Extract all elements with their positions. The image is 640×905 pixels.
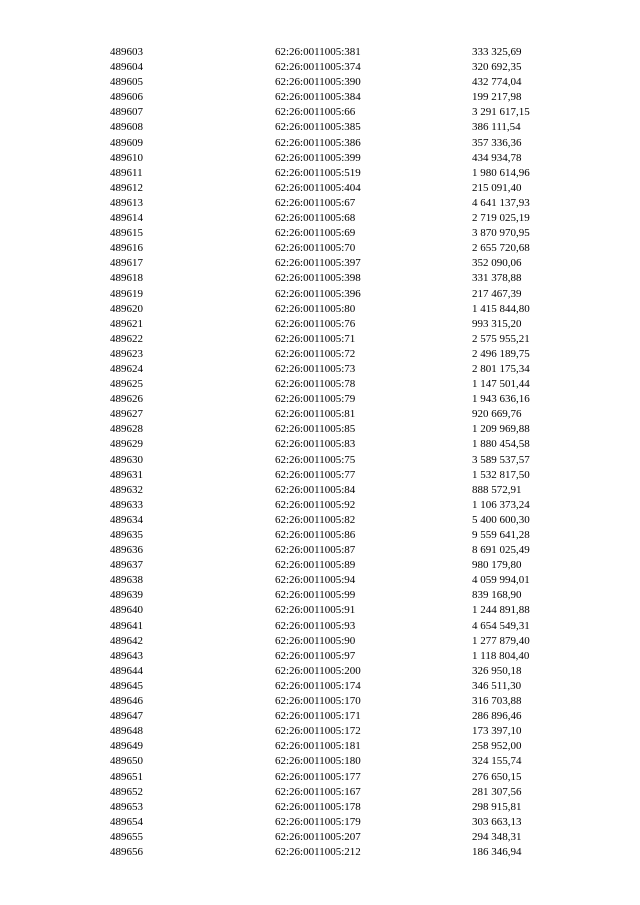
- table-row: [0, 392, 640, 407]
- cadastral-value: 9 559 641,28: [472, 529, 530, 541]
- table-row: [0, 362, 640, 377]
- cadastral-number: 62:26:0011005:519: [275, 166, 361, 179]
- cadastral-value: 3 870 970,95: [472, 227, 530, 240]
- cadastral-value: 980 179,80: [472, 559, 522, 572]
- row-number: 489636: [110, 544, 143, 557]
- cadastral-value: 294 348,31: [472, 830, 522, 843]
- row-number: 489630: [110, 453, 143, 466]
- cadastral-number: 62:26:0011005:93: [275, 619, 356, 632]
- row-number: 489635: [110, 529, 143, 541]
- table-row: [0, 649, 640, 664]
- table-row: [0, 226, 640, 241]
- table-row: [0, 528, 640, 543]
- cadastral-number: 62:26:0011005:68: [275, 212, 356, 225]
- cadastral-number: 62:26:0011005:73: [275, 362, 356, 375]
- cadastral-value: 4 654 549,31: [472, 619, 530, 632]
- cadastral-number: 62:26:0011005:399: [275, 151, 361, 164]
- cadastral-value: 8 691 025,49: [472, 544, 530, 557]
- row-number: 489646: [110, 695, 143, 708]
- cadastral-value: 316 703,88: [472, 695, 522, 708]
- table-row: [0, 739, 640, 754]
- table-row: [0, 90, 640, 105]
- cadastral-value: 2 801 175,34: [472, 362, 530, 375]
- table-row: [0, 558, 640, 573]
- cadastral-value: 993 315,20: [472, 317, 522, 330]
- row-number: 489626: [110, 393, 143, 406]
- cadastral-value: 5 400 600,30: [472, 513, 530, 526]
- row-number: 489616: [110, 242, 143, 255]
- table-row: [0, 785, 640, 800]
- table-row: [0, 588, 640, 603]
- cadastral-number: 62:26:0011005:386: [275, 136, 361, 149]
- row-number: 489647: [110, 710, 143, 723]
- cadastral-number: 62:26:0011005:92: [275, 498, 356, 511]
- table-row: [0, 196, 640, 211]
- row-number: 489638: [110, 574, 143, 587]
- row-number: 489629: [110, 438, 143, 451]
- cadastral-number: 62:26:0011005:89: [275, 559, 356, 572]
- cadastral-number: 62:26:0011005:398: [275, 272, 361, 285]
- table-row: [0, 679, 640, 694]
- row-number: 489653: [110, 800, 143, 813]
- cadastral-value: 2 655 720,68: [472, 242, 530, 255]
- cadastral-value: 1 118 804,40: [472, 649, 530, 662]
- row-number: 489632: [110, 483, 143, 496]
- cadastral-value: 1 415 844,80: [472, 302, 530, 315]
- row-number: 489607: [110, 106, 143, 119]
- table-row: [0, 407, 640, 422]
- row-number: 489609: [110, 136, 143, 149]
- cadastral-number: 62:26:0011005:71: [275, 332, 356, 345]
- table-row: [0, 770, 640, 785]
- row-number: 489623: [110, 347, 143, 360]
- row-number: 489611: [110, 166, 143, 179]
- table-row: [0, 60, 640, 75]
- cadastral-value: 3 291 617,15: [472, 106, 530, 119]
- cadastral-number: 62:26:0011005:67: [275, 196, 356, 209]
- row-number: 489624: [110, 362, 143, 375]
- cadastral-number: 62:26:0011005:70: [275, 242, 356, 255]
- cadastral-number: 62:26:0011005:174: [275, 679, 361, 692]
- table-row: [0, 151, 640, 166]
- table-row: [0, 271, 640, 286]
- cadastral-value: 186 346,94: [472, 845, 522, 858]
- table-row: [0, 422, 640, 437]
- cadastral-number: 62:26:0011005:87: [275, 544, 356, 557]
- cadastral-value: 286 896,46: [472, 710, 522, 723]
- cadastral-number: 62:26:0011005:172: [275, 725, 361, 738]
- table-row: [0, 664, 640, 679]
- cadastral-number: 62:26:0011005:171: [275, 710, 361, 723]
- table-row: [0, 468, 640, 483]
- table-row: [0, 513, 640, 528]
- table-row: [0, 317, 640, 332]
- row-number: 489610: [110, 151, 143, 164]
- cadastral-number: 62:26:0011005:69: [275, 227, 356, 240]
- table-row: [0, 75, 640, 90]
- cadastral-value: 920 669,76: [472, 408, 522, 421]
- row-number: 489628: [110, 423, 143, 436]
- row-number: 489605: [110, 76, 143, 89]
- table-row: [0, 800, 640, 815]
- row-number: 489634: [110, 513, 143, 526]
- cadastral-number: 62:26:0011005:79: [275, 393, 356, 406]
- cadastral-value: 2 496 189,75: [472, 347, 530, 360]
- cadastral-number: 62:26:0011005:75: [275, 453, 356, 466]
- cadastral-value: 1 106 373,24: [472, 498, 530, 511]
- table-row: [0, 437, 640, 452]
- cadastral-value: 2 575 955,21: [472, 332, 530, 345]
- row-number: 489655: [110, 830, 143, 843]
- cadastral-value: 320 692,35: [472, 61, 522, 74]
- cadastral-number: 62:26:0011005:167: [275, 785, 361, 798]
- row-number: 489633: [110, 498, 143, 511]
- row-number: 489604: [110, 61, 143, 74]
- cadastral-number: 62:26:0011005:385: [275, 121, 361, 134]
- cadastral-number: 62:26:0011005:374: [275, 61, 361, 74]
- cadastral-number: 62:26:0011005:212: [275, 845, 361, 858]
- row-number: 489613: [110, 196, 143, 209]
- table-row: [0, 377, 640, 392]
- row-number: 489650: [110, 755, 143, 768]
- cadastral-number: 62:26:0011005:91: [275, 604, 356, 617]
- row-number: 489645: [110, 679, 143, 692]
- cadastral-value: 346 511,30: [472, 679, 522, 692]
- cadastral-number: 62:26:0011005:97: [275, 649, 356, 662]
- table-row: [0, 543, 640, 558]
- table-row: [0, 815, 640, 830]
- cadastral-value: 1 277 879,40: [472, 634, 530, 647]
- table-row: [0, 483, 640, 498]
- row-number: 489606: [110, 91, 143, 104]
- row-number: 489652: [110, 785, 143, 798]
- table-row: [0, 105, 640, 120]
- cadastral-value: 432 774,04: [472, 76, 522, 89]
- cadastral-value: 4 641 137,93: [472, 196, 530, 209]
- cadastral-number: 62:26:0011005:76: [275, 317, 356, 330]
- table-row: [0, 211, 640, 226]
- cadastral-value: 352 090,06: [472, 257, 522, 270]
- cadastral-value: 215 091,40: [472, 181, 522, 194]
- cadastral-value: 1 532 817,50: [472, 468, 530, 481]
- cadastral-value: 303 663,13: [472, 815, 522, 828]
- row-number: 489642: [110, 634, 143, 647]
- row-number: 489631: [110, 468, 143, 481]
- table-row: [0, 573, 640, 588]
- cadastral-number: 62:26:0011005:180: [275, 755, 361, 768]
- row-number: 489656: [110, 845, 143, 858]
- table-row: [0, 332, 640, 347]
- cadastral-value: 1 244 891,88: [472, 604, 530, 617]
- cadastral-value: 1 880 454,58: [472, 438, 530, 451]
- row-number: 489639: [110, 589, 143, 602]
- cadastral-number: 62:26:0011005:99: [275, 589, 356, 602]
- table-row: [0, 724, 640, 739]
- table-row: [0, 256, 640, 271]
- table-row: [0, 287, 640, 302]
- table-row: [0, 241, 640, 256]
- row-number: 489637: [110, 559, 143, 572]
- table-row: [0, 603, 640, 618]
- cadastral-value: 888 572,91: [472, 483, 522, 496]
- table-row: [0, 181, 640, 196]
- cadastral-number: 62:26:0011005:85: [275, 423, 356, 436]
- cadastral-value: 434 934,78: [472, 151, 522, 164]
- cadastral-value-table: [0, 45, 640, 860]
- row-number: 489648: [110, 725, 143, 738]
- cadastral-number: 62:26:0011005:72: [275, 347, 356, 360]
- table-row: [0, 619, 640, 634]
- cadastral-value: 1 147 501,44: [472, 378, 530, 391]
- cadastral-value: 386 111,54: [472, 121, 521, 134]
- cadastral-number: 62:26:0011005:80: [275, 302, 356, 315]
- cadastral-value: 324 155,74: [472, 755, 522, 768]
- row-number: 489612: [110, 181, 143, 194]
- table-row: [0, 634, 640, 649]
- row-number: 489620: [110, 302, 143, 315]
- row-number: 489621: [110, 317, 143, 330]
- cadastral-value: 4 059 994,01: [472, 574, 530, 587]
- cadastral-value: 3 589 537,57: [472, 453, 530, 466]
- cadastral-value: 281 307,56: [472, 785, 522, 798]
- row-number: 489641: [110, 619, 143, 632]
- cadastral-number: 62:26:0011005:83: [275, 438, 356, 451]
- cadastral-value: 357 336,36: [472, 136, 522, 149]
- table-row: [0, 453, 640, 468]
- table-row: [0, 709, 640, 724]
- cadastral-value: 1 943 636,16: [472, 393, 530, 406]
- cadastral-value: 333 325,69: [472, 46, 522, 58]
- cadastral-number: 62:26:0011005:86: [275, 529, 356, 541]
- cadastral-number: 62:26:0011005:81: [275, 408, 356, 421]
- table-row: [0, 302, 640, 317]
- table-row: [0, 754, 640, 769]
- row-number: 489651: [110, 770, 143, 783]
- cadastral-number: 62:26:0011005:181: [275, 740, 361, 753]
- row-number: 489619: [110, 287, 143, 300]
- row-number: 489654: [110, 815, 143, 828]
- row-number: 489640: [110, 604, 143, 617]
- cadastral-value: 326 950,18: [472, 664, 522, 677]
- row-number: 489644: [110, 664, 143, 677]
- table-row: [0, 830, 640, 845]
- row-number: 489603: [110, 46, 143, 58]
- cadastral-number: 62:26:0011005:397: [275, 257, 361, 270]
- cadastral-number: 62:26:0011005:177: [275, 770, 361, 783]
- cadastral-number: 62:26:0011005:200: [275, 664, 361, 677]
- row-number: 489615: [110, 227, 143, 240]
- cadastral-number: 62:26:0011005:84: [275, 483, 356, 496]
- cadastral-value: 839 168,90: [472, 589, 522, 602]
- row-number: 489617: [110, 257, 143, 270]
- cadastral-value: 298 915,81: [472, 800, 522, 813]
- table-row: [0, 120, 640, 135]
- row-number: 489608: [110, 121, 143, 134]
- cadastral-number: 62:26:0011005:207: [275, 830, 361, 843]
- cadastral-number: 62:26:0011005:179: [275, 815, 361, 828]
- cadastral-value: 1 980 614,96: [472, 166, 530, 179]
- cadastral-number: 62:26:0011005:78: [275, 378, 356, 391]
- table-row: [0, 166, 640, 181]
- cadastral-value: 199 217,98: [472, 91, 522, 104]
- row-number: 489614: [110, 212, 143, 225]
- cadastral-number: 62:26:0011005:66: [275, 106, 356, 119]
- table-row: [0, 45, 640, 60]
- cadastral-number: 62:26:0011005:178: [275, 800, 361, 813]
- row-number: 489625: [110, 378, 143, 391]
- row-number: 489649: [110, 740, 143, 753]
- cadastral-value: 276 650,15: [472, 770, 522, 783]
- cadastral-value: 217 467,39: [472, 287, 522, 300]
- table-row: [0, 347, 640, 362]
- cadastral-number: 62:26:0011005:77: [275, 468, 356, 481]
- row-number: 489627: [110, 408, 143, 421]
- cadastral-value: 1 209 969,88: [472, 423, 530, 436]
- table-row: [0, 136, 640, 151]
- cadastral-number: 62:26:0011005:396: [275, 287, 361, 300]
- row-number: 489643: [110, 649, 143, 662]
- cadastral-number: 62:26:0011005:381: [275, 46, 361, 58]
- cadastral-value: 173 397,10: [472, 725, 522, 738]
- row-number: 489622: [110, 332, 143, 345]
- cadastral-number: 62:26:0011005:384: [275, 91, 361, 104]
- table-row: [0, 498, 640, 513]
- cadastral-number: 62:26:0011005:404: [275, 181, 361, 194]
- cadastral-value: 331 378,88: [472, 272, 522, 285]
- cadastral-value: 258 952,00: [472, 740, 522, 753]
- cadastral-number: 62:26:0011005:94: [275, 574, 356, 587]
- cadastral-number: 62:26:0011005:90: [275, 634, 356, 647]
- cadastral-number: 62:26:0011005:82: [275, 513, 356, 526]
- cadastral-value: 2 719 025,19: [472, 212, 530, 225]
- table-row: [0, 845, 640, 860]
- cadastral-number: 62:26:0011005:170: [275, 695, 361, 708]
- row-number: 489618: [110, 272, 143, 285]
- cadastral-number: 62:26:0011005:390: [275, 76, 361, 89]
- table-row: [0, 694, 640, 709]
